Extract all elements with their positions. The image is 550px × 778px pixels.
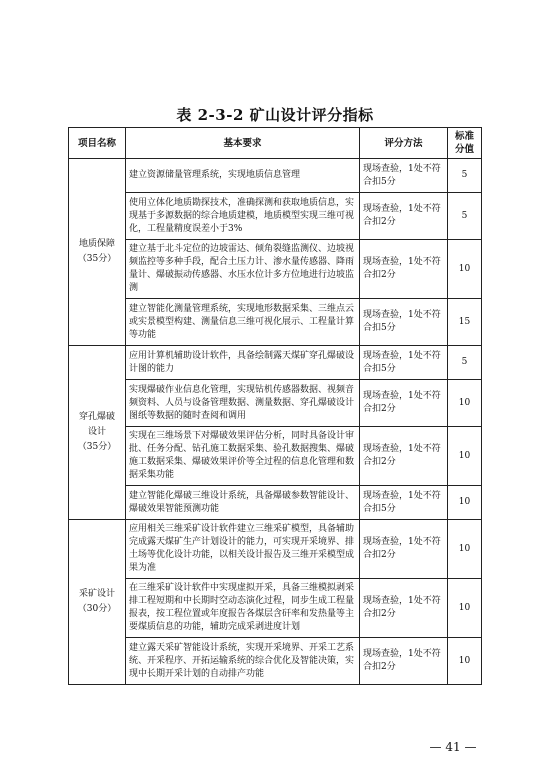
category-name: 地质保障 (78, 239, 115, 249)
table-row (69, 193, 482, 240)
method-cell: 现场查验，1处不符合扣5分 (360, 299, 448, 346)
table-row (69, 427, 482, 486)
score-cell: 10 (448, 486, 482, 520)
method-cell: 现场查验，1处不符合扣5分 (360, 346, 448, 380)
header-requirement: 基本要求 (126, 128, 360, 159)
method-cell: 现场查验，1处不符合扣2分 (360, 240, 448, 299)
table-row (69, 299, 482, 346)
score-cell: 5 (448, 193, 482, 240)
category-cell (69, 520, 126, 685)
score-cell: 5 (448, 159, 482, 193)
requirement-cell: 建立智能化爆破三维设计系统，具备爆破参数智能设计、爆破效果智能预测功能 (126, 486, 360, 520)
requirement-cell: 在三维采矿设计软件中实现虚拟开采，具备三维模拟剥采排工程短期和中长期时空动态演化过程，同步生成工程量报表，按工程位置或年度报告各煤层含矸率和发热量等主要煤质信息的功能，辅助完成采剥进度计划 (126, 579, 360, 638)
method-cell: 现场查验，1处不符合扣2分 (360, 427, 448, 486)
score-cell: 10 (448, 380, 482, 427)
page-number: — 41 — (429, 740, 477, 754)
header-method: 评分方法 (360, 128, 448, 159)
method-cell: 现场查验，1处不符合扣5分 (360, 486, 448, 520)
score-cell: 10 (448, 520, 482, 579)
method-cell: 现场查验，1处不符合扣5分 (360, 159, 448, 193)
category-points: （35分） (77, 442, 117, 452)
table-row (69, 380, 482, 427)
requirement-cell: 建立智能化测量管理系统，实现地形数据采集、三维点云或实景模型构建、测量信息三维可视化展示、工程量计算等功能 (126, 299, 360, 346)
score-cell: 5 (448, 346, 482, 380)
method-cell: 现场查验，1处不符合扣2分 (360, 638, 448, 685)
requirement-cell: 应用计算机辅助设计软件，具备绘制露天煤矿穿孔爆破设计图的能力 (126, 346, 360, 380)
score-cell: 10 (448, 579, 482, 638)
scoring-table (68, 127, 482, 685)
requirement-cell: 建立露天采矿智能设计系统，实现开采境界、开采工艺系统、开采程序、开拓运输系统的综合优化及智能决策，实现中长期开采计划的自动排产功能 (126, 638, 360, 685)
header-category: 项目名称 (69, 128, 126, 159)
category-cell (69, 159, 126, 346)
requirement-cell: 实现在三维场景下对爆破效果评估分析，同时具备设计审批、任务分配、钻孔施工数据采集、验孔数据搜集、爆破施工数据采集、爆破效果评价等全过程的信息化管理和数据采集功能 (126, 427, 360, 486)
table-row (69, 346, 482, 380)
category-points: （35分） (77, 254, 117, 264)
table-row (69, 159, 482, 193)
category-cell (69, 346, 126, 520)
table-row (69, 240, 482, 299)
method-cell: 现场查验，1处不符合扣2分 (360, 193, 448, 240)
method-cell: 现场查验，1处不符合扣2分 (360, 579, 448, 638)
header-score: 标准分值 (448, 128, 482, 159)
page-title: 表 2-3-2 矿山设计评分指标 (176, 106, 374, 124)
table-header-row (69, 128, 482, 159)
requirement-cell: 建立资源储量管理系统，实现地质信息管理 (126, 159, 360, 193)
method-cell: 现场查验，1处不符合扣2分 (360, 520, 448, 579)
requirement-cell: 应用相关三维采矿设计软件建立三维采矿模型，具备辅助完成露天煤矿生产计划设计的能力，可实现开采境界、排土场等优化设计功能，以相关设计报告及三维开采模型成果为准 (126, 520, 360, 579)
score-cell: 10 (448, 638, 482, 685)
category-name: 穿孔爆破设计 (79, 412, 116, 437)
requirement-cell: 建立基于北斗定位的边坡雷达、倾角裂缝监测仪、边坡视频监控等多种手段，配合土压力计、渗水量传感器、降雨量计、爆破振动传感器、水压水位计多方位地进行边坡监测 (126, 240, 360, 299)
requirement-cell: 实现爆破作业信息化管理，实现钻机传感器数据、视频音频资料、人员与设备管理数据、测量数据、穿孔爆破设计图纸等数据的随时查阅和调用 (126, 380, 360, 427)
score-cell: 10 (448, 240, 482, 299)
category-name: 采矿设计 (78, 589, 115, 599)
table-row (69, 638, 482, 685)
score-cell: 15 (448, 299, 482, 346)
requirement-cell: 使用立体化地质勘探技术，准确探测和获取地质信息，实现基于多源数据的综合地质建模，地质模型实现三维可视化，工程量精度误差小于3% (126, 193, 360, 240)
category-points: （30分） (77, 604, 117, 614)
table-row (69, 520, 482, 579)
table-row (69, 486, 482, 520)
score-cell: 10 (448, 427, 482, 486)
table-row (69, 579, 482, 638)
method-cell: 现场查验，1处不符合扣2分 (360, 380, 448, 427)
